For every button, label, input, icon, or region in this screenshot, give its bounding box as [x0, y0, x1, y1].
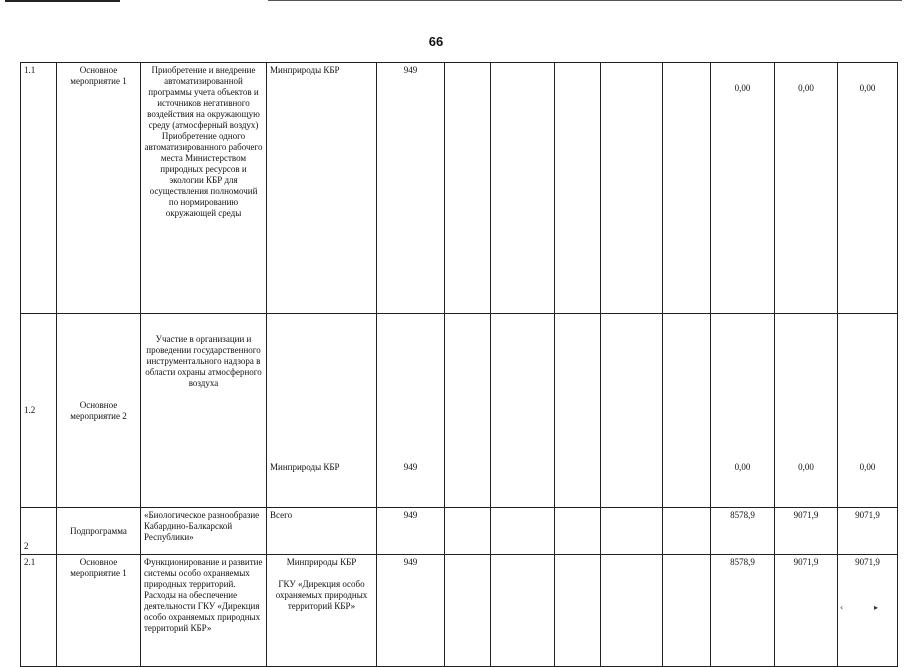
row-value-1: 8578,9: [711, 508, 775, 555]
empty-cell: [663, 508, 711, 555]
row-value-2: 9071,9: [775, 508, 838, 555]
row-type: Основное мероприятие 1: [57, 555, 141, 667]
top-rule-right: [268, 0, 902, 1]
row-executor: Минприроды КБР: [267, 63, 377, 314]
row-value-3: 9071,9: [838, 508, 898, 555]
empty-cell: [445, 508, 491, 555]
table-row: [21, 314, 898, 508]
table-row: [21, 508, 898, 555]
empty-cell: [445, 314, 491, 508]
empty-cell: [601, 63, 663, 314]
scan-mark-right: ▸: [874, 603, 879, 612]
row-number: 1.2: [21, 314, 57, 508]
row-number: 2.1: [21, 555, 57, 667]
empty-cell: [663, 314, 711, 508]
row-code: 949: [377, 63, 445, 314]
empty-cell: [445, 63, 491, 314]
empty-cell: [555, 555, 601, 667]
empty-cell: [601, 314, 663, 508]
row-type: Основное мероприятие 1: [57, 63, 141, 314]
row-value-3: 9071,9: [838, 555, 898, 667]
row-code: 949: [377, 508, 445, 555]
empty-cell: [601, 508, 663, 555]
empty-cell: [555, 63, 601, 314]
empty-cell: [555, 508, 601, 555]
top-rule-left: [5, 0, 120, 2]
empty-cell: [555, 314, 601, 508]
row-value-2: 9071,9: [775, 555, 838, 667]
row-executor: Минприроды КБР: [286, 557, 357, 567]
scan-mark-left: ‹: [840, 603, 844, 612]
row-code: 949: [377, 555, 445, 667]
row-value-1: 0,00: [711, 314, 775, 508]
row-executor-secondary: ГКУ «Дирекция особо охраняемых природных территорий КБР»: [275, 579, 368, 611]
empty-cell: [491, 63, 555, 314]
row-type: Подпрограмма: [57, 508, 141, 555]
page-number: 66: [428, 34, 444, 49]
row-code: 949: [377, 314, 445, 508]
row-description: Приобретение и внедрение автоматизированной программы учета объектов и источников негативного воздействия на окружающую среду (атмосферный воздух) Приобретение одного автоматизированного рабочего места Министерством природных ресурсов и экологии КБР для осуществления полномочий по нормированию окружающей среды: [141, 63, 267, 314]
row-value-1: 0,00: [711, 63, 775, 314]
empty-cell: [491, 508, 555, 555]
row-description: Участие в организации и проведении государственного инструментального надзора в области охраны атмосферного воздуха: [141, 314, 267, 508]
row-value-2: 0,00: [775, 314, 838, 508]
row-executor: Минприроды КБР: [267, 314, 377, 508]
row-type: Основное мероприятие 2: [57, 314, 141, 508]
row-value-3: 0,00: [838, 63, 898, 314]
row-executor-cell: [267, 555, 377, 667]
budget-table: [20, 62, 898, 667]
row-value-3: 0,00: [838, 314, 898, 508]
spacer: [270, 568, 373, 579]
table-row: [21, 63, 898, 314]
empty-cell: [491, 555, 555, 667]
corner-scan-marks: [836, 603, 886, 613]
empty-cell: [491, 314, 555, 508]
row-description: «Биологическое разнообразие Кабардино-Балкарской Республики»: [141, 508, 267, 555]
row-number: 2: [21, 508, 57, 555]
row-number: 1.1: [21, 63, 57, 314]
empty-cell: [663, 63, 711, 314]
table-row: [21, 555, 898, 667]
empty-cell: [601, 555, 663, 667]
row-description: Функционирование и развитие системы особо охраняемых природных территорий. Расходы на обеспечение деятельности ГКУ «Дирекция особо охраняемых природных территорий КБР»: [141, 555, 267, 667]
row-value-1: 8578,9: [711, 555, 775, 667]
empty-cell: [445, 555, 491, 667]
empty-cell: [663, 555, 711, 667]
row-value-2: 0,00: [775, 63, 838, 314]
row-executor: Всего: [267, 508, 377, 555]
